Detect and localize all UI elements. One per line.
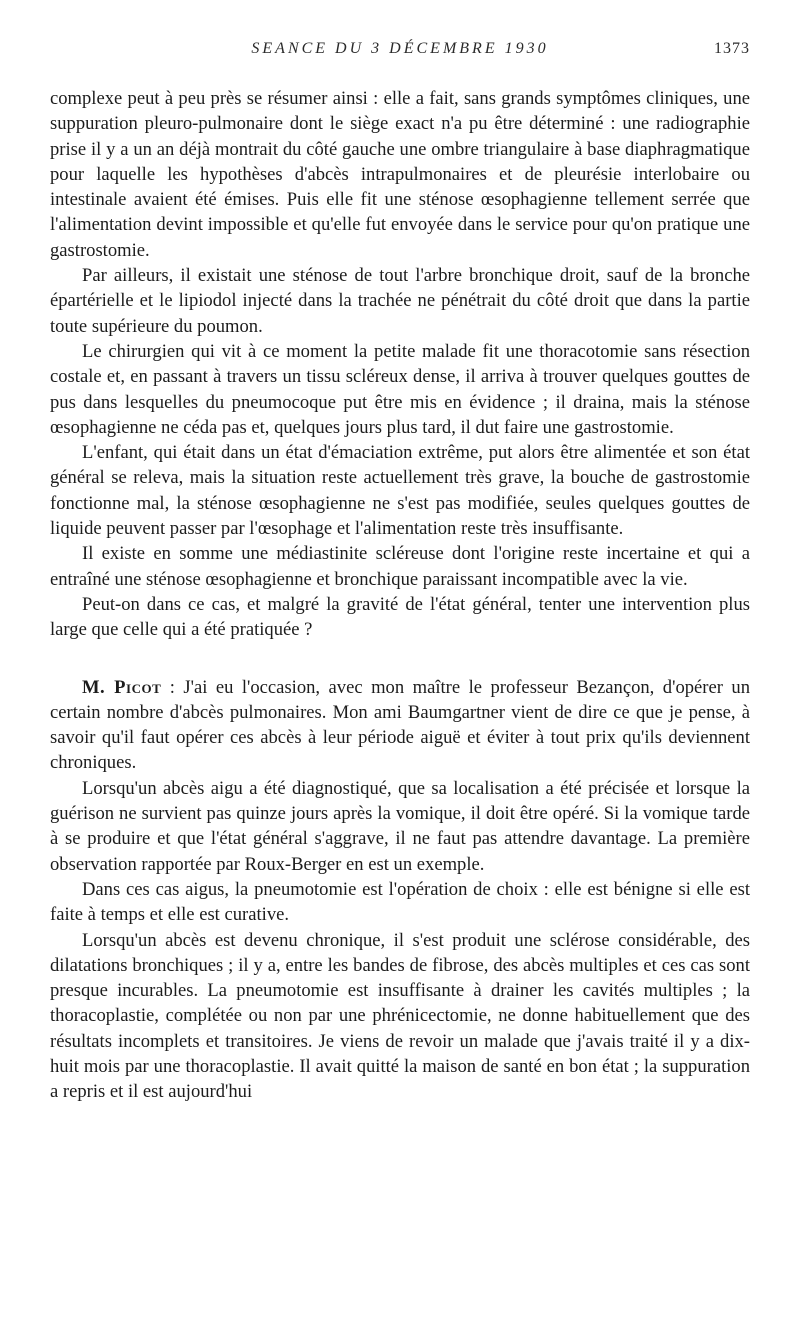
- body-paragraph: L'enfant, qui était dans un état d'émaciation extrême, put alors être alimentée et son état général se releva, mais la situation reste actuellement très grave, la bouche de gastrostomie fonctionne mal, la sténose œsophagienne ne s'est pas modifiée, seules quelques gouttes de liquide peuvent passer par l'œsophage et l'alimentation reste très insuffisante.: [50, 442, 750, 540]
- body-paragraph: Il existe en somme une médiastinite scléreuse dont l'origine reste incertaine et qui a entraîné une sténose œsophagienne et bronchique paraissant incompatible avec la vie.: [50, 543, 750, 590]
- page-header: [50, 40, 750, 68]
- intervention-opening: [50, 675, 750, 776]
- intervention-text: : J'ai eu l'occasion, avec mon maître le professeur Bezançon, d'opérer un certain nombre d'abcès pulmonaires. Mon ami Baumgartner vient de dire ce que je pense, à savoir qu'il faut opérer ces abcès à leur période aiguë et éviter à tout prix qu'ils deviennent chroniques.: [50, 676, 750, 774]
- body-paragraph: Peut-on dans ce cas, et malgré la gravité de l'état général, tenter une intervention plus large que celle qui a été pratiquée ?: [50, 593, 750, 641]
- body-paragraph: Lorsqu'un abcès aigu a été diagnostiqué, que sa localisation a été précisée et lorsque la guérison ne survient pas quinze jours après la vomique, il doit être opéré. Si la vomique tarde à se produire et que l'état général s'aggrave, il ne faut pas attendre davantage. La première observation rapportée par Roux-Berger en est un exemple.: [50, 777, 750, 875]
- body-paragraph: Le chirurgien qui vit à ce moment la petite malade fit une thoracotomie sans résection costale et, en passant à travers un tissu scléreux dense, il arriva à trouver quelques gouttes de pus dans lesquelles du pneumocoque put être mis en évidence ; il draina, mais la sténose œsophagienne ne céda pas et, quelques jours plus tard, il dut faire une gastrostomie.: [50, 340, 750, 438]
- page-number: 1373: [714, 40, 750, 57]
- running-title: SEANCE DU 3 DÉCEMBRE 1930: [251, 40, 549, 57]
- body-paragraph: Par ailleurs, il existait une sténose de tout l'arbre bronchique droit, sauf de la bronche épartérielle et le lipiodol injecté dans la trachée ne pénétrait du côté droit que dans la partie toute supérieure du poumon.: [50, 265, 750, 337]
- page-body: [50, 86, 750, 1105]
- body-paragraph: Dans ces cas aigus, la pneumotomie est l'opération de choix : elle est bénigne si elle est faite à temps et elle est curative.: [50, 878, 750, 926]
- body-paragraph: Lorsqu'un abcès est devenu chronique, il s'est produit une sclérose considérable, des dilatations bronchiques ; il y a, entre les bandes de fibrose, des abcès multiples et ces cas sont presque incurables. La pneumotomie est insuffisante à drainer les cavités multiples ; la thoracoplastie, complétée ou non par une phrénicectomie, ne donne habituellement que des résultats incomplets et transitoires. Je viens de revoir un malade que j'avais traité il y a dix-huit mois par une thoracoplastie. Il avait quitté la maison de santé en bon état ; la suppuration a repris et il est aujourd'hui: [50, 929, 750, 1103]
- speaker-name: M. Picot: [82, 676, 162, 698]
- body-paragraph: complexe peut à peu près se résumer ainsi : elle a fait, sans grands symptômes cliniques, une suppuration pleuro-pulmonaire dont le siège exact n'a pu être déterminé : une radiographie prise il y a un an déjà montrait du côté gauche une ombre triangulaire à base diaphragmatique pour laquelle les hypothèses d'abcès intrapulmonaires et de pleurésie interlobaire ou intestinale avaient été émises. Puis elle fit une sténose œsophagienne tellement serrée que l'alimentation devint impossible et qu'elle fut envoyée dans le service pour qu'on pratique une gastrostomie.: [50, 88, 750, 261]
